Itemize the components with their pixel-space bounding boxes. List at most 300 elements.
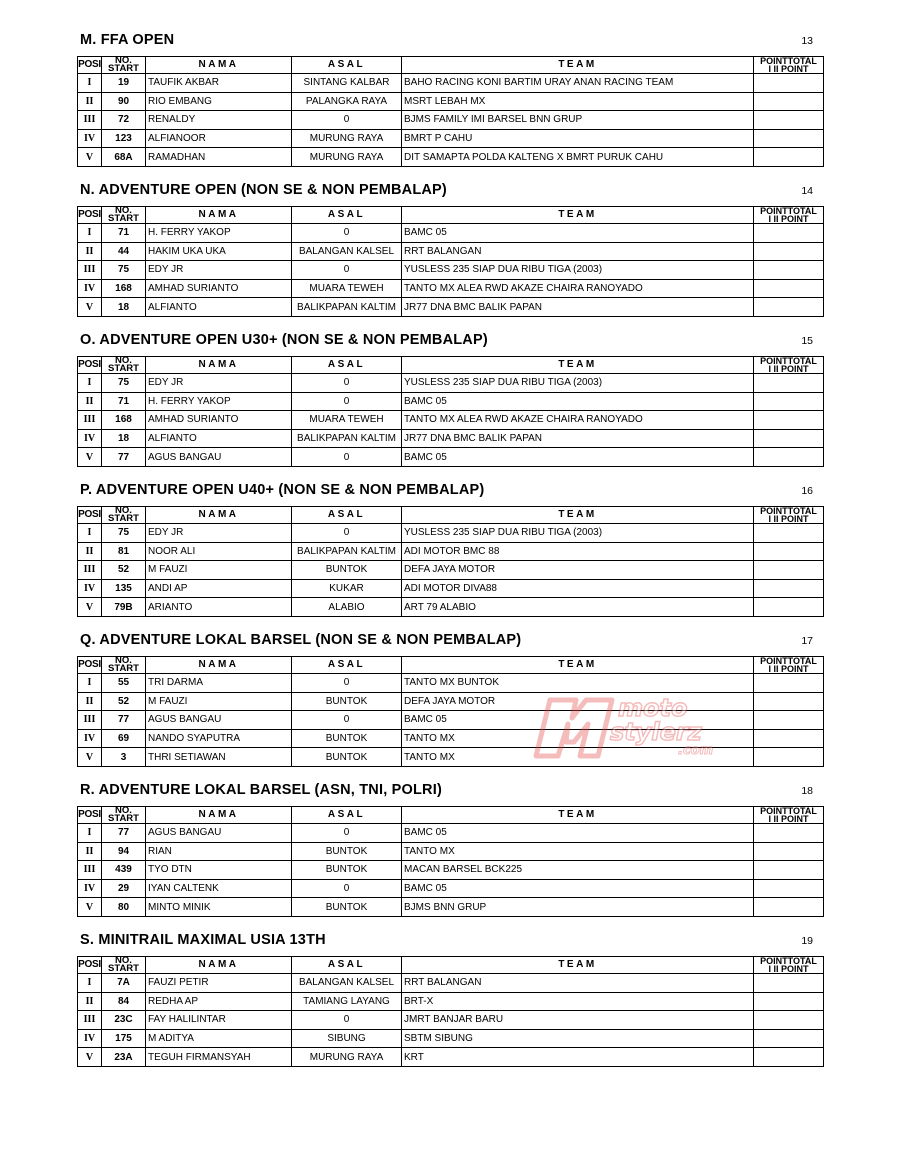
cell-point	[754, 898, 824, 917]
cell-no-start: 44	[102, 242, 146, 261]
results-table	[77, 956, 824, 1067]
col-point-total	[754, 957, 824, 974]
cell-team: ADI MOTOR DIVA88	[402, 579, 754, 598]
cell-nama: THRI SETIAWAN	[146, 748, 292, 767]
results-section	[77, 778, 823, 917]
table-row	[78, 279, 824, 298]
cell-team: RRT BALANGAN	[402, 974, 754, 993]
col-pos: POSI	[78, 807, 102, 824]
results-table	[77, 356, 824, 467]
cell-nama: FAUZI PETIR	[146, 974, 292, 993]
col-no-start	[102, 957, 146, 974]
cell-nama: EDY JR	[146, 374, 292, 393]
section-header	[77, 328, 823, 356]
cell-asal: BUNTOK	[292, 729, 402, 748]
cell-pos: I	[78, 974, 102, 993]
results-table	[77, 56, 824, 167]
col-no-line1: NO.	[115, 506, 132, 516]
col-team: TEAM	[402, 657, 754, 674]
cell-nama: H. FERRY YAKOP	[146, 224, 292, 243]
cell-point	[754, 392, 824, 411]
table-row	[78, 898, 824, 917]
col-no-start	[102, 657, 146, 674]
results-section	[77, 28, 823, 167]
cell-asal: BUNTOK	[292, 842, 402, 861]
cell-point	[754, 1011, 824, 1030]
cell-team: JMRT BANJAR BARU	[402, 1011, 754, 1030]
col-point-total	[754, 207, 824, 224]
cell-no-start: 68A	[102, 148, 146, 167]
table-row	[78, 92, 824, 111]
section-number: 16	[801, 485, 813, 497]
cell-point	[754, 729, 824, 748]
cell-nama: IYAN CALTENK	[146, 879, 292, 898]
cell-pos: I	[78, 824, 102, 843]
cell-pos: I	[78, 374, 102, 393]
table-row	[78, 748, 824, 767]
cell-no-start: 79B	[102, 598, 146, 617]
cell-asal: BALANGAN KALSEL	[292, 242, 402, 261]
cell-pos: III	[78, 411, 102, 430]
cell-pos: V	[78, 448, 102, 467]
cell-team: TANTO MX ALEA RWD AKAZE CHAIRA RANOYADO	[402, 411, 754, 430]
results-section	[77, 478, 823, 617]
cell-no-start: 71	[102, 224, 146, 243]
cell-asal: 0	[292, 224, 402, 243]
table-row	[78, 879, 824, 898]
cell-no-start: 71	[102, 392, 146, 411]
cell-point	[754, 448, 824, 467]
cell-nama: AGUS BANGAU	[146, 824, 292, 843]
cell-asal: TAMIANG LAYANG	[292, 992, 402, 1011]
cell-no-start: 18	[102, 298, 146, 317]
table-header-row	[78, 57, 824, 74]
table-row	[78, 1048, 824, 1067]
cell-no-start: 75	[102, 374, 146, 393]
cell-pos: V	[78, 748, 102, 767]
cell-asal: 0	[292, 111, 402, 130]
cell-point	[754, 111, 824, 130]
table-row	[78, 674, 824, 693]
col-no-start	[102, 207, 146, 224]
cell-pos: IV	[78, 279, 102, 298]
cell-point	[754, 129, 824, 148]
results-section	[77, 628, 823, 767]
col-pos: POSI	[78, 507, 102, 524]
cell-pos: IV	[78, 429, 102, 448]
col-asal: ASAL	[292, 357, 402, 374]
cell-no-start: 81	[102, 542, 146, 561]
cell-nama: AMHAD SURIANTO	[146, 411, 292, 430]
cell-no-start: 23C	[102, 1011, 146, 1030]
table-row	[78, 992, 824, 1011]
table-row	[78, 974, 824, 993]
col-no-line2: START	[108, 213, 139, 224]
section-header	[77, 478, 823, 506]
cell-no-start: 55	[102, 674, 146, 693]
cell-point	[754, 1029, 824, 1048]
cell-asal: BALIKPAPAN KALTIM	[292, 429, 402, 448]
col-no-line2: START	[108, 813, 139, 824]
cell-nama: TAUFIK AKBAR	[146, 74, 292, 93]
cell-point	[754, 1048, 824, 1067]
cell-pos: V	[78, 598, 102, 617]
table-row	[78, 692, 824, 711]
cell-no-start: 439	[102, 861, 146, 880]
section-title: S. MINITRAIL MAXIMAL USIA 13TH	[80, 932, 326, 948]
col-asal: ASAL	[292, 507, 402, 524]
cell-no-start: 168	[102, 411, 146, 430]
cell-pos: II	[78, 92, 102, 111]
cell-no-start: 175	[102, 1029, 146, 1048]
cell-asal: BUNTOK	[292, 898, 402, 917]
results-section	[77, 928, 823, 1067]
cell-asal: PALANGKA RAYA	[292, 92, 402, 111]
cell-team: RRT BALANGAN	[402, 242, 754, 261]
cell-nama: NANDO SYAPUTRA	[146, 729, 292, 748]
cell-pos: IV	[78, 1029, 102, 1048]
results-section	[77, 328, 823, 467]
col-asal: ASAL	[292, 57, 402, 74]
cell-no-start: 77	[102, 824, 146, 843]
col-no-line2: START	[108, 63, 139, 74]
section-header	[77, 178, 823, 206]
cell-pos: IV	[78, 879, 102, 898]
col-no-start	[102, 507, 146, 524]
col-point-total	[754, 57, 824, 74]
cell-point	[754, 374, 824, 393]
cell-pos: II	[78, 392, 102, 411]
cell-pos: III	[78, 261, 102, 280]
table-row	[78, 74, 824, 93]
cell-team: DIT SAMAPTA POLDA KALTENG X BMRT PURUK CAHU	[402, 148, 754, 167]
section-header	[77, 778, 823, 806]
table-row	[78, 242, 824, 261]
table-row	[78, 392, 824, 411]
cell-team: ADI MOTOR BMC 88	[402, 542, 754, 561]
cell-pos: II	[78, 542, 102, 561]
cell-asal: 0	[292, 374, 402, 393]
cell-team: BJMS FAMILY IMI BARSEL BNN GRUP	[402, 111, 754, 130]
cell-point	[754, 879, 824, 898]
cell-no-start: 69	[102, 729, 146, 748]
cell-asal: 0	[292, 824, 402, 843]
cell-no-start: 72	[102, 111, 146, 130]
cell-team: BAHO RACING KONI BARTIM URAY ANAN RACING TEAM	[402, 74, 754, 93]
col-point-line1: POINTTOTAL	[760, 956, 817, 966]
cell-nama: ALFIANOOR	[146, 129, 292, 148]
col-point-total	[754, 807, 824, 824]
results-table	[77, 656, 824, 767]
cell-team: ART 79 ALABIO	[402, 598, 754, 617]
cell-pos: I	[78, 74, 102, 93]
col-no-line1: NO.	[115, 806, 132, 816]
cell-nama: EDY JR	[146, 261, 292, 280]
col-point-line1: POINTTOTAL	[760, 656, 817, 666]
col-team: TEAM	[402, 57, 754, 74]
results-table	[77, 206, 824, 317]
cell-point	[754, 242, 824, 261]
cell-no-start: 75	[102, 524, 146, 543]
cell-team: BAMC 05	[402, 711, 754, 730]
col-point-line2: I II POINT	[768, 364, 809, 374]
results-table	[77, 506, 824, 617]
cell-pos: V	[78, 1048, 102, 1067]
cell-asal: MURUNG RAYA	[292, 1048, 402, 1067]
table-row	[78, 1029, 824, 1048]
cell-no-start: 52	[102, 692, 146, 711]
cell-no-start: 77	[102, 711, 146, 730]
section-title: N. ADVENTURE OPEN (NON SE & NON PEMBALAP)	[80, 182, 447, 198]
col-point-total	[754, 657, 824, 674]
col-nama: NAMA	[146, 657, 292, 674]
cell-nama: AGUS BANGAU	[146, 448, 292, 467]
cell-team: JR77 DNA BMC BALIK PAPAN	[402, 429, 754, 448]
cell-team: SBTM SIBUNG	[402, 1029, 754, 1048]
cell-pos: II	[78, 242, 102, 261]
cell-asal: SIBUNG	[292, 1029, 402, 1048]
section-number: 14	[801, 185, 813, 197]
table-row	[78, 524, 824, 543]
cell-no-start: 94	[102, 842, 146, 861]
cell-asal: MUARA TEWEH	[292, 279, 402, 298]
cell-no-start: 29	[102, 879, 146, 898]
cell-asal: MURUNG RAYA	[292, 148, 402, 167]
table-row	[78, 224, 824, 243]
cell-asal: MURUNG RAYA	[292, 129, 402, 148]
cell-nama: EDY JR	[146, 524, 292, 543]
section-number: 18	[801, 785, 813, 797]
col-pos: POSI	[78, 357, 102, 374]
cell-pos: II	[78, 992, 102, 1011]
table-header-row	[78, 957, 824, 974]
cell-point	[754, 429, 824, 448]
cell-point	[754, 298, 824, 317]
cell-pos: IV	[78, 729, 102, 748]
table-row	[78, 598, 824, 617]
col-no-line2: START	[108, 663, 139, 674]
cell-asal: 0	[292, 261, 402, 280]
results-table	[77, 806, 824, 917]
cell-no-start: 19	[102, 74, 146, 93]
table-row	[78, 842, 824, 861]
cell-no-start: 168	[102, 279, 146, 298]
table-header-row	[78, 507, 824, 524]
table-row	[78, 261, 824, 280]
cell-asal: 0	[292, 674, 402, 693]
cell-pos: III	[78, 561, 102, 580]
table-row	[78, 1011, 824, 1030]
cell-pos: III	[78, 111, 102, 130]
cell-nama: FAY HALILINTAR	[146, 1011, 292, 1030]
col-no-line1: NO.	[115, 206, 132, 216]
col-no-start	[102, 357, 146, 374]
cell-no-start: 77	[102, 448, 146, 467]
cell-pos: III	[78, 1011, 102, 1030]
cell-pos: II	[78, 692, 102, 711]
cell-asal: MUARA TEWEH	[292, 411, 402, 430]
cell-nama: HAKIM UKA UKA	[146, 242, 292, 261]
cell-team: BAMC 05	[402, 392, 754, 411]
cell-asal: BUNTOK	[292, 861, 402, 880]
cell-asal: BALIKPAPAN KALTIM	[292, 298, 402, 317]
cell-team: YUSLESS 235 SIAP DUA RIBU TIGA (2003)	[402, 261, 754, 280]
section-title: Q. ADVENTURE LOKAL BARSEL (NON SE & NON PEMBALAP)	[80, 632, 522, 648]
cell-asal: 0	[292, 524, 402, 543]
col-point-line2: I II POINT	[768, 664, 809, 674]
col-nama: NAMA	[146, 507, 292, 524]
cell-pos: I	[78, 524, 102, 543]
cell-pos: V	[78, 148, 102, 167]
table-row	[78, 298, 824, 317]
watermark-line3: .com	[678, 743, 714, 758]
cell-nama: TEGUH FIRMANSYAH	[146, 1048, 292, 1067]
cell-nama: MINTO MINIK	[146, 898, 292, 917]
section-header	[77, 628, 823, 656]
table-row	[78, 561, 824, 580]
col-no-line2: START	[108, 963, 139, 974]
cell-nama: ARIANTO	[146, 598, 292, 617]
col-pos: POSI	[78, 657, 102, 674]
cell-point	[754, 542, 824, 561]
cell-point	[754, 74, 824, 93]
watermark-line2: stylerz	[610, 718, 702, 746]
col-asal: ASAL	[292, 657, 402, 674]
table-row	[78, 729, 824, 748]
cell-nama: RAMADHAN	[146, 148, 292, 167]
col-team: TEAM	[402, 807, 754, 824]
table-header-row	[78, 807, 824, 824]
col-pos: POSI	[78, 957, 102, 974]
cell-pos: III	[78, 711, 102, 730]
cell-asal: SINTANG KALBAR	[292, 74, 402, 93]
table-row	[78, 579, 824, 598]
table-row	[78, 429, 824, 448]
cell-team: BAMC 05	[402, 448, 754, 467]
cell-point	[754, 224, 824, 243]
cell-nama: TYO DTN	[146, 861, 292, 880]
cell-team: DEFA JAYA MOTOR	[402, 561, 754, 580]
cell-point	[754, 692, 824, 711]
col-nama: NAMA	[146, 357, 292, 374]
cell-nama: ALFIANTO	[146, 298, 292, 317]
cell-nama: RIAN	[146, 842, 292, 861]
table-row	[78, 711, 824, 730]
cell-point	[754, 974, 824, 993]
cell-no-start: 90	[102, 92, 146, 111]
cell-team: BAMC 05	[402, 224, 754, 243]
cell-point	[754, 524, 824, 543]
col-point-line1: POINTTOTAL	[760, 56, 817, 66]
col-point-total	[754, 507, 824, 524]
cell-asal: BALANGAN KALSEL	[292, 974, 402, 993]
cell-no-start: 23A	[102, 1048, 146, 1067]
results-section	[77, 178, 823, 317]
table-header-row	[78, 357, 824, 374]
cell-nama: AMHAD SURIANTO	[146, 279, 292, 298]
cell-point	[754, 579, 824, 598]
table-row	[78, 148, 824, 167]
col-point-line2: I II POINT	[768, 64, 809, 74]
table-row	[78, 374, 824, 393]
cell-no-start: 123	[102, 129, 146, 148]
cell-team: JR77 DNA BMC BALIK PAPAN	[402, 298, 754, 317]
section-title: O. ADVENTURE OPEN U30+ (NON SE & NON PEMBALAP)	[80, 332, 488, 348]
section-number: 17	[801, 635, 813, 647]
col-asal: ASAL	[292, 957, 402, 974]
col-no-line2: START	[108, 363, 139, 374]
cell-point	[754, 598, 824, 617]
cell-nama: M FAUZI	[146, 561, 292, 580]
cell-team: TANTO MX	[402, 729, 754, 748]
cell-nama: AGUS BANGAU	[146, 711, 292, 730]
col-no-line1: NO.	[115, 656, 132, 666]
col-pos: POSI	[78, 57, 102, 74]
section-header	[77, 928, 823, 956]
cell-point	[754, 279, 824, 298]
col-point-line1: POINTTOTAL	[760, 806, 817, 816]
col-nama: NAMA	[146, 207, 292, 224]
table-header-row	[78, 207, 824, 224]
cell-no-start: 135	[102, 579, 146, 598]
cell-no-start: 52	[102, 561, 146, 580]
cell-pos: I	[78, 224, 102, 243]
cell-team: TANTO MX ALEA RWD AKAZE CHAIRA RANOYADO	[402, 279, 754, 298]
cell-team: DEFA JAYA MOTOR	[402, 692, 754, 711]
cell-team: MACAN BARSEL BCK225	[402, 861, 754, 880]
cell-team: YUSLESS 235 SIAP DUA RIBU TIGA (2003)	[402, 374, 754, 393]
table-row	[78, 824, 824, 843]
cell-point	[754, 148, 824, 167]
cell-pos: II	[78, 842, 102, 861]
cell-team: BAMC 05	[402, 824, 754, 843]
cell-pos: V	[78, 298, 102, 317]
cell-point	[754, 411, 824, 430]
col-point-line2: I II POINT	[768, 514, 809, 524]
col-team: TEAM	[402, 357, 754, 374]
col-no-start	[102, 807, 146, 824]
cell-point	[754, 561, 824, 580]
cell-nama: ALFIANTO	[146, 429, 292, 448]
section-title: P. ADVENTURE OPEN U40+ (NON SE & NON PEMBALAP)	[80, 482, 485, 498]
cell-point	[754, 992, 824, 1011]
cell-asal: BUNTOK	[292, 692, 402, 711]
table-row	[78, 861, 824, 880]
cell-asal: 0	[292, 879, 402, 898]
col-team: TEAM	[402, 207, 754, 224]
cell-team: BRT-X	[402, 992, 754, 1011]
cell-team: BJMS BNN GRUP	[402, 898, 754, 917]
col-point-line2: I II POINT	[768, 964, 809, 974]
section-number: 13	[801, 35, 813, 47]
cell-no-start: 75	[102, 261, 146, 280]
cell-team: TANTO MX BUNTOK	[402, 674, 754, 693]
cell-nama: ANDI AP	[146, 579, 292, 598]
table-row	[78, 448, 824, 467]
cell-nama: RIO EMBANG	[146, 92, 292, 111]
cell-no-start: 3	[102, 748, 146, 767]
col-pos: POSI	[78, 207, 102, 224]
cell-nama: NOOR ALI	[146, 542, 292, 561]
cell-asal: 0	[292, 392, 402, 411]
col-team: TEAM	[402, 507, 754, 524]
col-point-line2: I II POINT	[768, 214, 809, 224]
cell-pos: I	[78, 674, 102, 693]
col-nama: NAMA	[146, 57, 292, 74]
col-no-line1: NO.	[115, 356, 132, 366]
col-point-line1: POINTTOTAL	[760, 356, 817, 366]
cell-point	[754, 711, 824, 730]
